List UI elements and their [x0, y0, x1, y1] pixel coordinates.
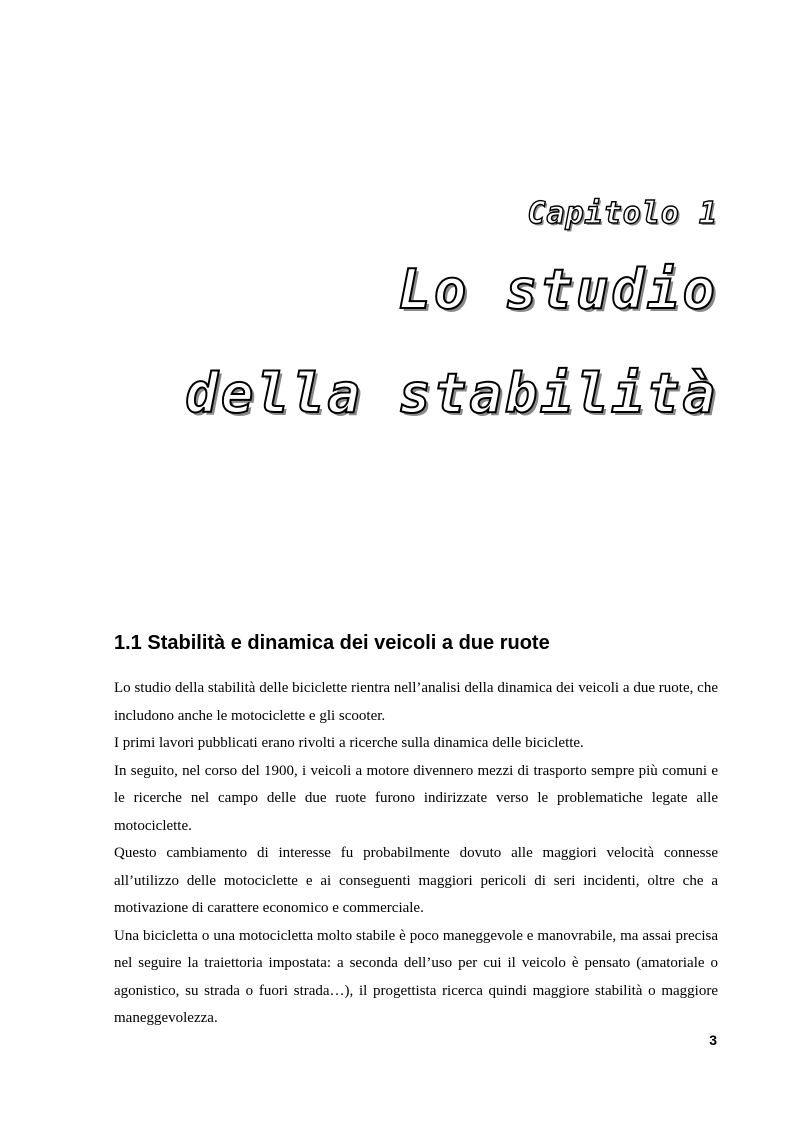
paragraph: Questo cambiamento di interesse fu probabilmente dovuto alle maggiori velocità connesse all’utilizzo delle motociclette e ai conseguenti maggiori pericoli di seri incidenti, oltre che a motivazione di carattere economico e commerciale. — [114, 845, 718, 916]
chapter-title-line-1: Lo studio — [398, 258, 718, 321]
chapter-label: Capitolo 1 — [527, 196, 718, 231]
section-body — [114, 675, 718, 1033]
paragraph: Lo studio della stabilità delle biciclette rientra nell’analisi della dinamica dei veicoli a due ruote, che includono anche le motociclette e gli scooter. — [114, 680, 718, 724]
section-heading: 1.1 Stabilità e dinamica dei veicoli a due ruote — [114, 632, 550, 654]
paragraph: I primi lavori pubblicati erano rivolti a ricerche sulla dinamica delle biciclette. — [114, 735, 584, 751]
paragraph: Una bicicletta o una motocicletta molto stabile è poco maneggevole e manovrabile, ma assai precisa nel seguire la traiettoria impostata: a seconda dell’uso per cui il veicolo è pensato (amatoriale o agonistico, su strada o fuori strada…), il progettista ricerca quindi maggiore stabilità o maggiore maneggevolezza. — [114, 927, 718, 1026]
chapter-title-line-2: della stabilità — [185, 362, 718, 425]
page-number: 3 — [709, 1032, 717, 1048]
paragraph: In seguito, nel corso del 1900, i veicoli a motore divennero mezzi di trasporto sempre più comuni e le ricerche nel campo delle due ruote furono indirizzate verso le problematiche legate alle motociclette. — [114, 762, 718, 834]
